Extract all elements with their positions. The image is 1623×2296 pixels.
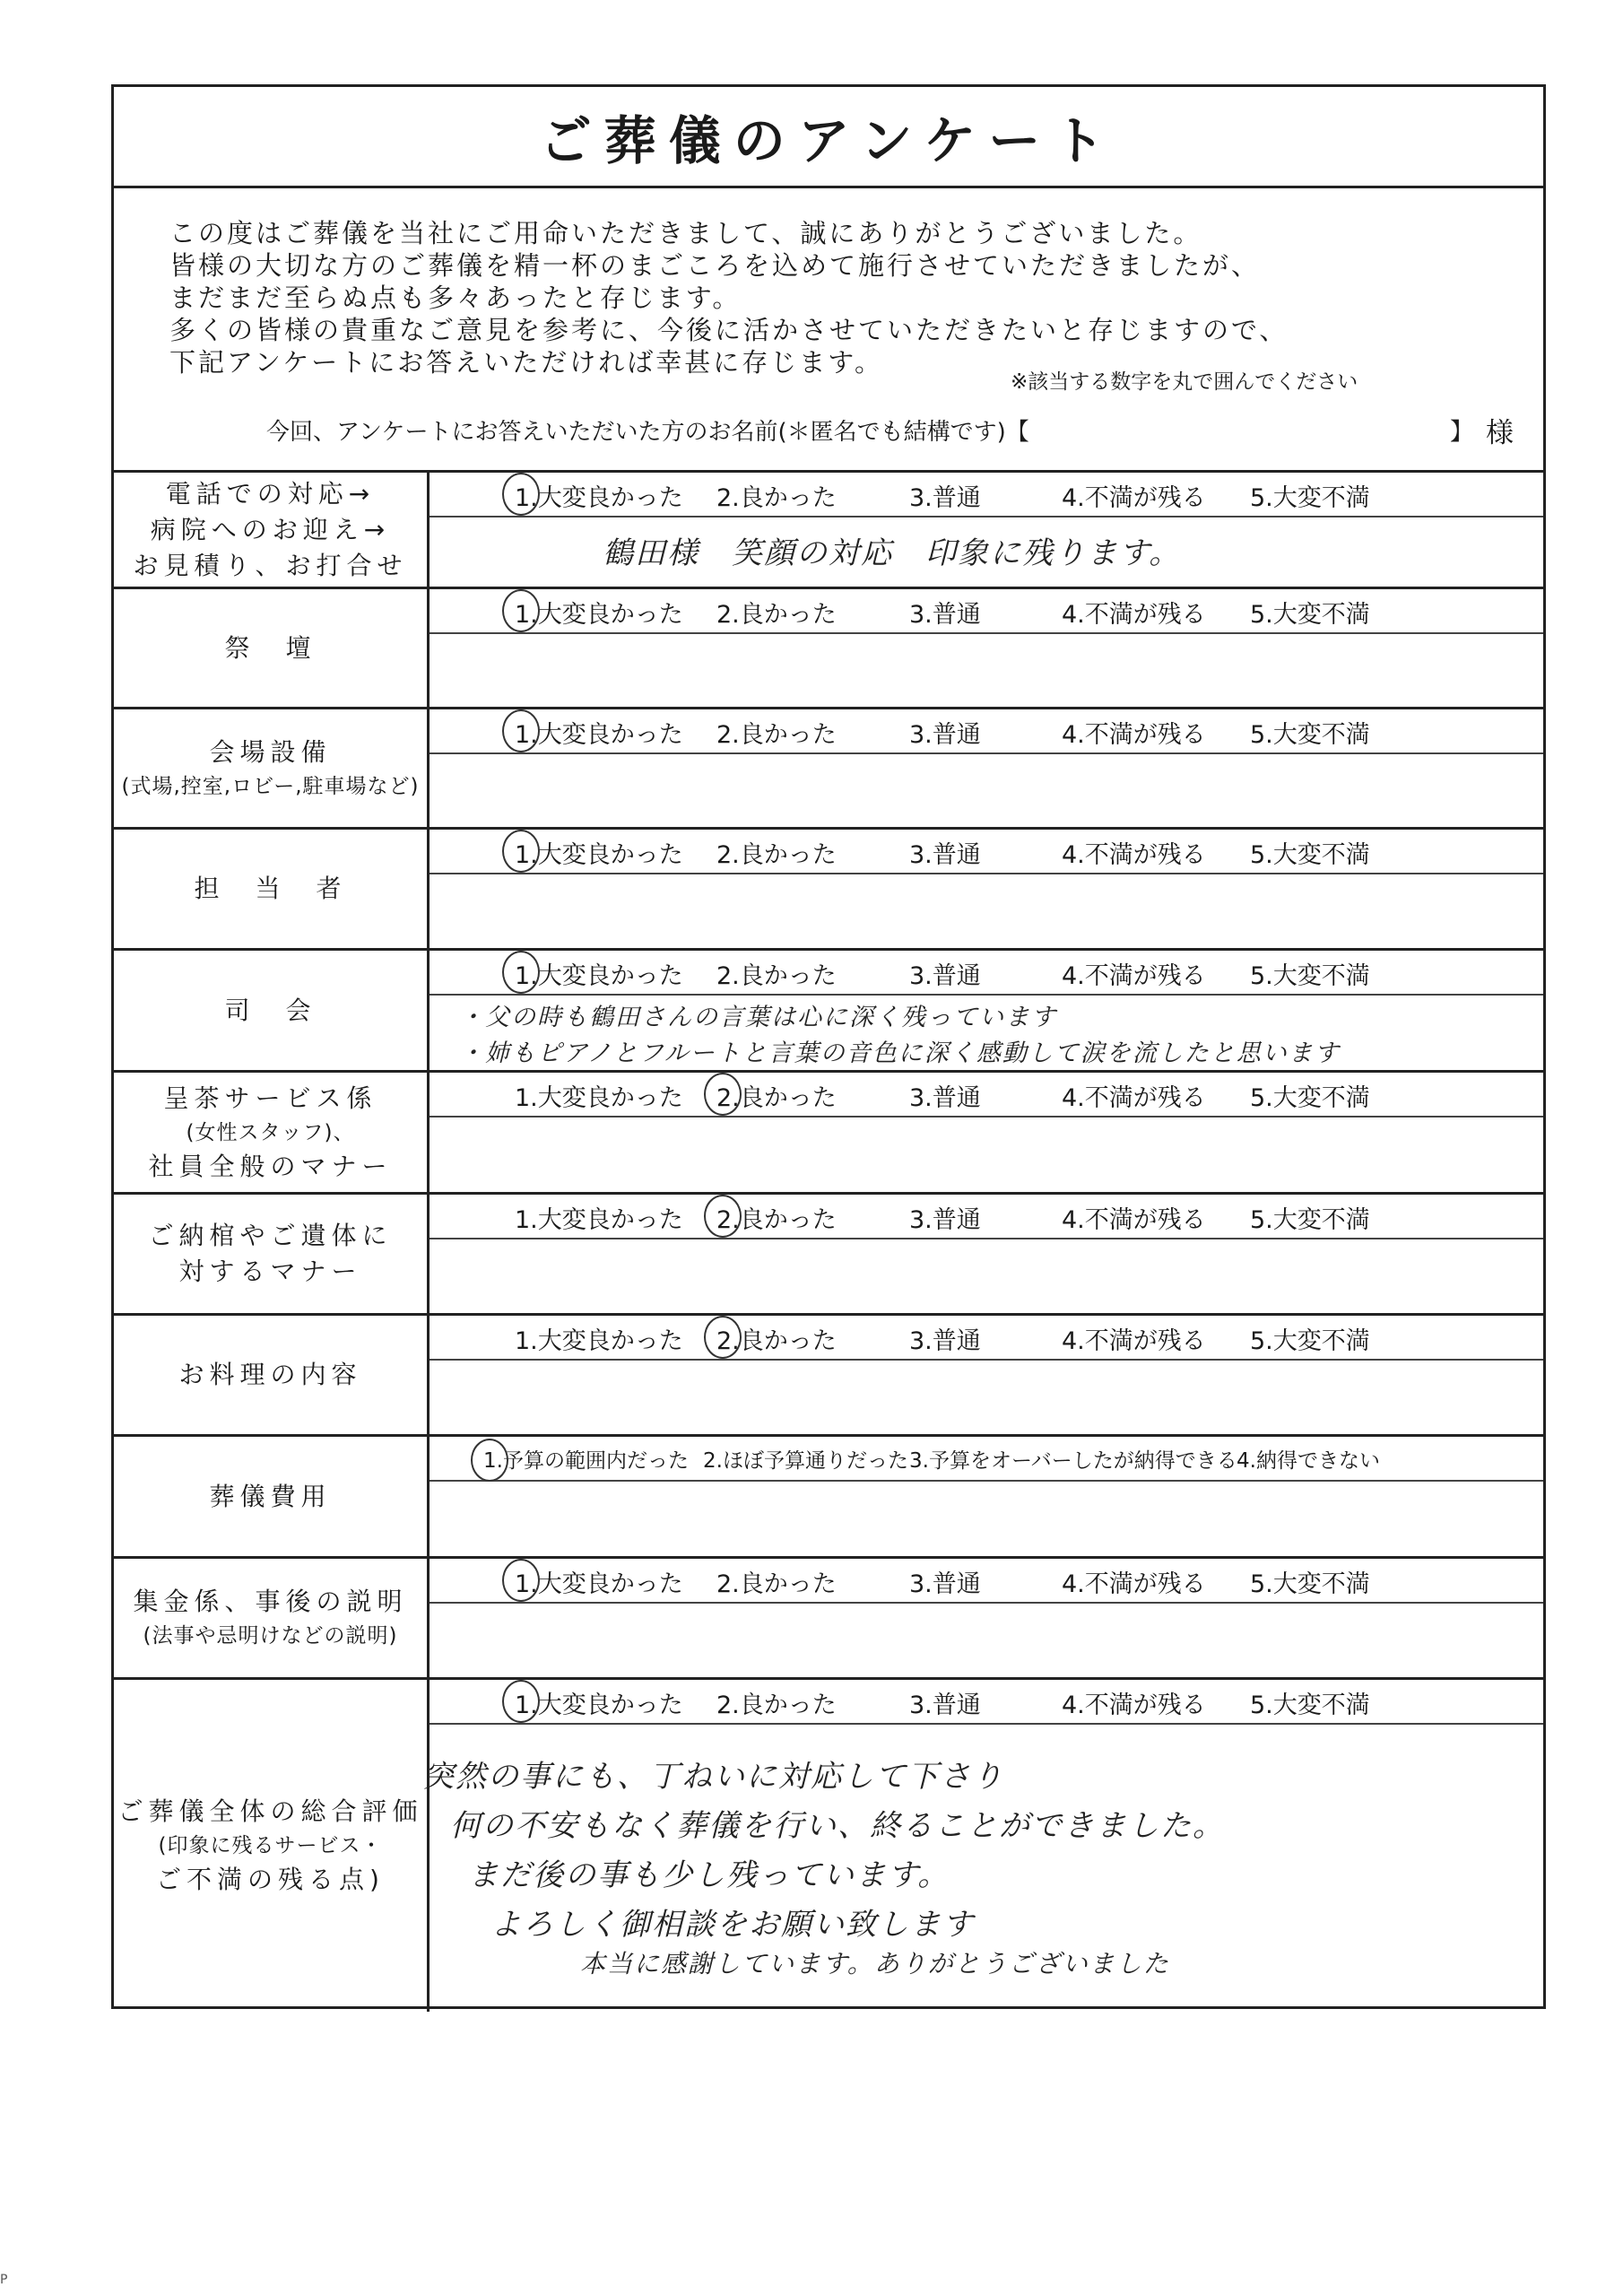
rating-option-1[interactable]: 1.大変良かった xyxy=(515,1327,683,1355)
rating-options xyxy=(430,1316,1543,1361)
rating-options xyxy=(430,1680,1543,1725)
rating-options xyxy=(430,1437,1543,1482)
rating-option-3[interactable]: 3.予算をオーバーしたが納得できる xyxy=(909,1449,1237,1473)
rating-options xyxy=(430,473,1543,517)
instruction-note: ※該当する数字を丸で囲んでください xyxy=(1011,370,1358,394)
rating-option-1[interactable]: 1.予算の範囲内だった xyxy=(483,1444,689,1474)
survey-row xyxy=(114,707,1543,827)
rating-option-2[interactable]: 2.良かった xyxy=(716,1078,837,1113)
row-label xyxy=(114,1316,430,1434)
rating-option-3[interactable]: 3.普通 xyxy=(909,962,981,990)
survey-row xyxy=(114,948,1543,1070)
rating-option-1[interactable]: 1.大変良かった xyxy=(515,1084,683,1112)
rating-option-1[interactable]: 1.大変良かった xyxy=(515,595,683,630)
handwritten-comment: ・姉もピアノとフルートと言葉の音色に深く感動して涙を流したと思います xyxy=(459,1039,1341,1067)
rating-option-1[interactable]: 1.大変良かった xyxy=(515,478,683,513)
rating-option-3[interactable]: 3.普通 xyxy=(909,1084,981,1112)
row-label xyxy=(114,951,430,1070)
handwritten-comment: よろしく御相談をお願い致します xyxy=(490,1907,975,1943)
page-title: ご葬儀のアンケート xyxy=(539,110,1118,171)
rating-options xyxy=(430,830,1543,874)
row-label-line: ご葬儀全体の総合評価 xyxy=(117,1796,423,1826)
intro-line: 下記アンケートにお答えいただければ幸甚に存じます。 xyxy=(169,347,883,378)
rating-option-4[interactable]: 4.不満が残る xyxy=(1062,1206,1206,1234)
survey-row xyxy=(114,1070,1543,1192)
row-label-line: 社員全般のマナー xyxy=(148,1151,393,1181)
rating-option-4[interactable]: 4.納得できない xyxy=(1237,1449,1380,1473)
row-label-line: お見積り、お打合せ xyxy=(133,550,408,580)
rating-option-3[interactable]: 3.普通 xyxy=(909,1206,981,1234)
rating-option-2[interactable]: 2.良かった xyxy=(716,1692,837,1719)
row-label xyxy=(114,1680,430,2012)
row-label-line: 担 当 者 xyxy=(194,874,347,903)
row-label xyxy=(114,830,430,948)
rating-option-2[interactable]: 2.良かった xyxy=(716,1200,837,1235)
rating-option-1[interactable]: 1.大変良かった xyxy=(515,1564,683,1599)
survey-row xyxy=(114,1677,1543,2012)
intro-line: この度はご葬儀を当社にご用命いただきまして、誠にありがとうございました。 xyxy=(169,218,1202,248)
survey-row xyxy=(114,1313,1543,1434)
intro-text xyxy=(169,217,1515,378)
row-label xyxy=(114,1073,430,1192)
handwritten-comment: ・父の時も鶴田さんの言葉は心に深く残っています xyxy=(459,1004,1057,1031)
row-label-line: (法事や忌明けなどの説明) xyxy=(143,1624,398,1648)
rating-option-5[interactable]: 5.大変不満 xyxy=(1250,1570,1370,1598)
row-label-line: ご不満の残る点) xyxy=(156,1865,385,1894)
rating-option-1[interactable]: 1.大変良かった xyxy=(515,956,683,991)
rating-option-3[interactable]: 3.普通 xyxy=(909,601,981,629)
rating-option-5[interactable]: 5.大変不満 xyxy=(1250,721,1370,749)
row-label xyxy=(114,589,430,707)
survey-form xyxy=(111,84,1546,2009)
handwritten-comment: 鶴田様 笑顔の対応 印象に残ります。 xyxy=(603,535,1182,571)
rating-option-4[interactable]: 4.不満が残る xyxy=(1062,1327,1206,1355)
rating-option-5[interactable]: 5.大変不満 xyxy=(1250,962,1370,990)
name-suffix: 様 xyxy=(1486,417,1514,449)
row-label-line: (印象に残るサービス・ xyxy=(158,1834,383,1857)
intro-line: 多くの皆様の貴重なご意見を参考に、今後に活かさせていただきたいと存じますので、 xyxy=(169,315,1289,345)
row-label xyxy=(114,709,430,827)
rating-option-2[interactable]: 2.ほぼ予算通りだった xyxy=(703,1449,908,1473)
handwritten-comment: 本当に感謝しています。ありがとうございました xyxy=(580,1949,1170,1979)
rating-option-5[interactable]: 5.大変不満 xyxy=(1250,1084,1370,1112)
rating-option-2[interactable]: 2.良かった xyxy=(716,484,837,512)
rating-option-5[interactable]: 5.大変不満 xyxy=(1250,484,1370,512)
rating-option-1[interactable]: 1.大変良かった xyxy=(515,835,683,870)
rating-option-3[interactable]: 3.普通 xyxy=(909,1692,981,1719)
rating-options xyxy=(430,1073,1543,1118)
rating-options xyxy=(430,1559,1543,1604)
rating-option-4[interactable]: 4.不満が残る xyxy=(1062,1692,1206,1719)
survey-row xyxy=(114,827,1543,948)
rating-option-5[interactable]: 5.大変不満 xyxy=(1250,1692,1370,1719)
row-label-line: 対するマナー xyxy=(178,1257,362,1286)
rating-option-1[interactable]: 1.大変良かった xyxy=(515,1685,683,1720)
scan-mark: P xyxy=(0,2273,8,2287)
row-label-line: 祭 壇 xyxy=(224,632,317,663)
rating-option-1[interactable]: 1.大変良かった xyxy=(515,715,683,750)
rating-option-4[interactable]: 4.不満が残る xyxy=(1062,962,1206,990)
row-label-line: 会場設備 xyxy=(209,736,332,767)
rating-option-2[interactable]: 2.良かった xyxy=(716,841,837,869)
row-label-line: ご納棺やご遺体に xyxy=(148,1221,393,1250)
survey-row xyxy=(114,1192,1543,1313)
rating-option-5[interactable]: 5.大変不満 xyxy=(1250,601,1370,629)
row-label-line: 集金係、事後の説明 xyxy=(133,1587,408,1616)
rating-option-3[interactable]: 3.普通 xyxy=(909,1327,981,1355)
handwritten-comment: 突然の事にも、丁ねいに対応して下さり xyxy=(423,1759,1004,1795)
row-label xyxy=(114,1437,430,1556)
rating-option-5[interactable]: 5.大変不満 xyxy=(1250,1206,1370,1234)
rating-option-3[interactable]: 3.普通 xyxy=(909,1570,981,1598)
handwritten-comment: まだ後の事も少し残っています。 xyxy=(468,1857,950,1893)
rating-option-4[interactable]: 4.不満が残る xyxy=(1062,841,1206,869)
survey-row xyxy=(114,1556,1543,1677)
intro-line: まだまだ至らぬ点も多々あったと存じます。 xyxy=(169,283,742,313)
rating-option-2[interactable]: 2.良かった xyxy=(716,1570,837,1598)
rating-option-4[interactable]: 4.不満が残る xyxy=(1062,1084,1206,1112)
rating-option-2[interactable]: 2.良かった xyxy=(716,1321,837,1356)
rating-options xyxy=(430,589,1543,634)
row-label-line: 呈茶サービス係 xyxy=(163,1083,378,1113)
rating-option-4[interactable]: 4.不満が残る xyxy=(1062,601,1206,629)
rating-options xyxy=(430,709,1543,754)
survey-row xyxy=(114,470,1543,587)
name-field-close: 】 xyxy=(1450,419,1474,446)
rating-option-2[interactable]: 2.良かった xyxy=(716,962,837,990)
rating-option-4[interactable]: 4.不満が残る xyxy=(1062,484,1206,512)
rating-options xyxy=(430,1195,1543,1239)
rating-option-1[interactable]: 1.大変良かった xyxy=(515,1206,683,1234)
title-box xyxy=(114,87,1543,188)
rating-option-4[interactable]: 4.不満が残る xyxy=(1062,1570,1206,1598)
row-label-line: (式場,控室,ロビー,駐車場など) xyxy=(121,774,420,798)
rating-option-4[interactable]: 4.不満が残る xyxy=(1062,721,1206,749)
name-field-label: 今回、アンケートにお答えいただいた方のお名前(＊匿名でも結構です)【 xyxy=(266,419,1029,446)
survey-row xyxy=(114,1434,1543,1556)
row-label xyxy=(114,1559,430,1677)
row-label xyxy=(114,473,430,587)
row-label-line: 電話での対応→ xyxy=(165,478,376,509)
row-label-line: 司 会 xyxy=(224,995,317,1025)
row-label xyxy=(114,1195,430,1313)
intro-line: 皆様の大切な方のご葬儀を精一杯のまごころを込めて施行させていただきましたが、 xyxy=(169,250,1261,281)
row-label-line: (女性スタッフ)、 xyxy=(186,1120,355,1144)
rating-option-2[interactable]: 2.良かった xyxy=(716,601,837,629)
rating-option-2[interactable]: 2.良かった xyxy=(716,721,837,749)
rating-option-5[interactable]: 5.大変不満 xyxy=(1250,1327,1370,1355)
survey-row xyxy=(114,587,1543,707)
rating-option-3[interactable]: 3.普通 xyxy=(909,721,981,749)
rating-option-3[interactable]: 3.普通 xyxy=(909,484,981,512)
rating-option-3[interactable]: 3.普通 xyxy=(909,841,981,869)
handwritten-comment: 何の不安もなく葬儀を行い、終ることができました。 xyxy=(450,1808,1225,1844)
row-label-line: お料理の内容 xyxy=(178,1360,362,1389)
rating-options xyxy=(430,951,1543,996)
row-label-line: 病院へのお迎え→ xyxy=(150,514,391,544)
row-label-line: 葬儀費用 xyxy=(209,1481,332,1511)
rating-option-5[interactable]: 5.大変不満 xyxy=(1250,841,1370,869)
